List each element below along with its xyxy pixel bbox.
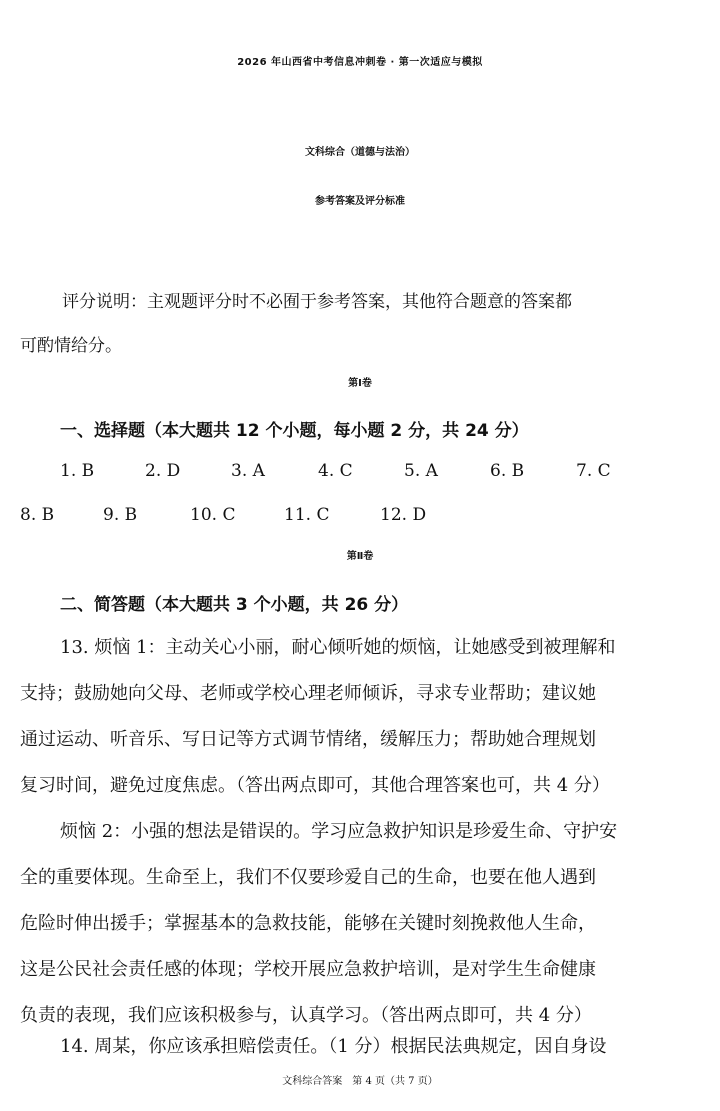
answer-1: 1. B — [60, 461, 95, 481]
body-line: 通过运动、听音乐、写日记等方式调节情绪，缓解压力；帮助她合理规划 — [20, 729, 596, 750]
answer-8: 8. B — [20, 505, 55, 525]
body-line: 烦恼 2：小强的想法是错误的。学习应急救护知识是珍爱生命、守护安 — [60, 821, 618, 842]
page-footer: 文科综合答案 第 4 页（共 7 页） — [282, 1076, 438, 1087]
body-line: 13. 烦恼 1：主动关心小丽，耐心倾听她的烦恼，让她感受到被理解和 — [60, 637, 616, 658]
body-line: 危险时伸出援手；掌握基本的急救技能，能够在关键时刻挽救他人生命， — [20, 913, 596, 934]
body-line: 复习时间，避免过度焦虑。（答出两点即可，其他合理答案也可，共 4 分） — [20, 775, 610, 796]
body-line: 负责的表现，我们应该积极参与，认真学习。（答出两点即可，共 4 分） — [20, 1005, 592, 1026]
section-1-title: 一、选择题（本大题共 12 个小题，每小题 2 分，共 24 分） — [60, 421, 529, 441]
volume-1-label: 第Ⅰ卷 — [348, 378, 372, 389]
answer-10: 10. C — [190, 505, 236, 525]
body-line: 这是公民社会责任感的体现；学校开展应急救护培训，是对学生生命健康 — [20, 959, 596, 980]
answer-7: 7. C — [576, 461, 611, 481]
body-line: 支持；鼓励她向父母、老师或学校心理老师倾诉，寻求专业帮助；建议她 — [20, 683, 596, 704]
answer-2: 2. D — [145, 461, 181, 481]
subtitle-heading: 参考答案及评分标准 — [315, 196, 405, 207]
page-title: 2026 年山西省中考信息冲刺卷 · 第一次适应与模拟 — [237, 57, 483, 68]
scoring-note-line-2: 可酌情给分。 — [20, 336, 122, 356]
answer-3: 3. A — [231, 461, 265, 481]
answer-9: 9. B — [103, 505, 138, 525]
answer-12: 12. D — [380, 505, 427, 525]
body-line: 14. 周某，你应该承担赔偿责任。（1 分）根据民法典规定，因自身设 — [60, 1036, 607, 1057]
subject-heading: 文科综合（道德与法治） — [305, 147, 415, 158]
answer-11: 11. C — [284, 505, 330, 525]
body-line: 全的重要体现。生命至上，我们不仅要珍爱自己的生命，也要在他人遇到 — [20, 867, 596, 888]
answer-5: 5. A — [404, 461, 438, 481]
section-2-title: 二、简答题（本大题共 3 个小题，共 26 分） — [60, 595, 409, 615]
scoring-note-line-1: 评分说明：主观题评分时不必囿于参考答案，其他符合题意的答案都 — [62, 292, 572, 312]
answer-4: 4. C — [318, 461, 353, 481]
volume-2-label: 第Ⅱ卷 — [346, 551, 374, 562]
answer-6: 6. B — [490, 461, 525, 481]
